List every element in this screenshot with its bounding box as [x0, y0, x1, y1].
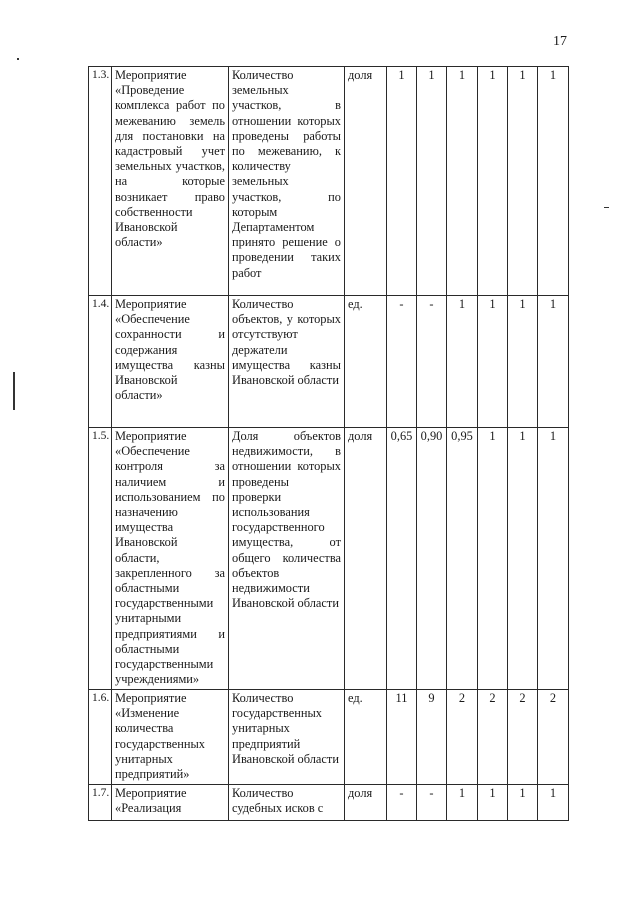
- table-row: [89, 690, 569, 785]
- row-number: 1.3.: [89, 67, 112, 296]
- value-cell: 11: [387, 690, 417, 785]
- measures-table: [88, 66, 569, 821]
- indicator-cell: Количество судебных исков с: [229, 785, 345, 821]
- value-cell: 9: [417, 690, 447, 785]
- value-cell: 1: [447, 296, 478, 428]
- event-cell: Мероприятие «Обеспечение сохранности и содержания имущества казны Ивановской области»: [112, 296, 229, 428]
- unit-cell: доля: [345, 428, 387, 690]
- unit-cell: доля: [345, 67, 387, 296]
- value-cell: 2: [538, 690, 569, 785]
- value-cell: 2: [447, 690, 478, 785]
- scan-mark-right: [604, 207, 609, 208]
- row-number: 1.5.: [89, 428, 112, 690]
- unit-cell: ед.: [345, 296, 387, 428]
- scan-mark-dot: [17, 58, 19, 60]
- value-cell: 1: [508, 67, 538, 296]
- value-cell: -: [387, 296, 417, 428]
- scan-mark-left: [13, 372, 15, 410]
- value-cell: 1: [478, 785, 508, 821]
- row-number: 1.6.: [89, 690, 112, 785]
- event-cell: Мероприятие «Изменение количества государственных унитарных предприятий»: [112, 690, 229, 785]
- value-cell: -: [417, 296, 447, 428]
- value-cell: 1: [508, 785, 538, 821]
- event-cell: Мероприятие «Проведение комплекса работ по межеванию земель для постановки на кадастровый учет земельных участков, на которые возникает право собственности Ивановской области»: [112, 67, 229, 296]
- value-cell: 1: [508, 428, 538, 690]
- value-cell: 1: [447, 785, 478, 821]
- value-cell: 1: [478, 428, 508, 690]
- table-row: [89, 67, 569, 296]
- table-row: [89, 296, 569, 428]
- value-cell: 0,95: [447, 428, 478, 690]
- value-cell: 1: [538, 67, 569, 296]
- value-cell: 0,65: [387, 428, 417, 690]
- value-cell: 1: [417, 67, 447, 296]
- value-cell: -: [417, 785, 447, 821]
- event-cell: Мероприятие «Реализация: [112, 785, 229, 821]
- indicator-cell: Количество государственных унитарных предприятий Ивановской области: [229, 690, 345, 785]
- value-cell: 1: [478, 67, 508, 296]
- value-cell: 0,90: [417, 428, 447, 690]
- value-cell: -: [387, 785, 417, 821]
- value-cell: 2: [508, 690, 538, 785]
- table-row: [89, 428, 569, 690]
- indicator-cell: Доля объектов недвижимости, в отношении которых проведены проверки использования государственного имущества, от общего количества объектов недвижимости Ивановской области: [229, 428, 345, 690]
- unit-cell: ед.: [345, 690, 387, 785]
- event-cell: Мероприятие «Обеспечение контроля за наличием и использованием по назначению имущества Ивановской области, закрепленного за областными государственными унитарными предприятиями и областными государственными учреждениями»: [112, 428, 229, 690]
- indicator-cell: Количество земельных участков, в отношении которых проведены работы по межеванию, к количеству земельных участков, по которым Департаментом принято решение о проведении таких работ: [229, 67, 345, 296]
- value-cell: 1: [538, 428, 569, 690]
- table-row: [89, 785, 569, 821]
- value-cell: 1: [447, 67, 478, 296]
- value-cell: 1: [538, 785, 569, 821]
- row-number: 1.7.: [89, 785, 112, 821]
- indicator-cell: Количество объектов, у которых отсутствуют держатели имущества казны Ивановской области: [229, 296, 345, 428]
- value-cell: 1: [538, 296, 569, 428]
- page-number: 17: [553, 34, 567, 49]
- unit-cell: доля: [345, 785, 387, 821]
- value-cell: 2: [478, 690, 508, 785]
- value-cell: 1: [508, 296, 538, 428]
- row-number: 1.4.: [89, 296, 112, 428]
- value-cell: 1: [387, 67, 417, 296]
- value-cell: 1: [478, 296, 508, 428]
